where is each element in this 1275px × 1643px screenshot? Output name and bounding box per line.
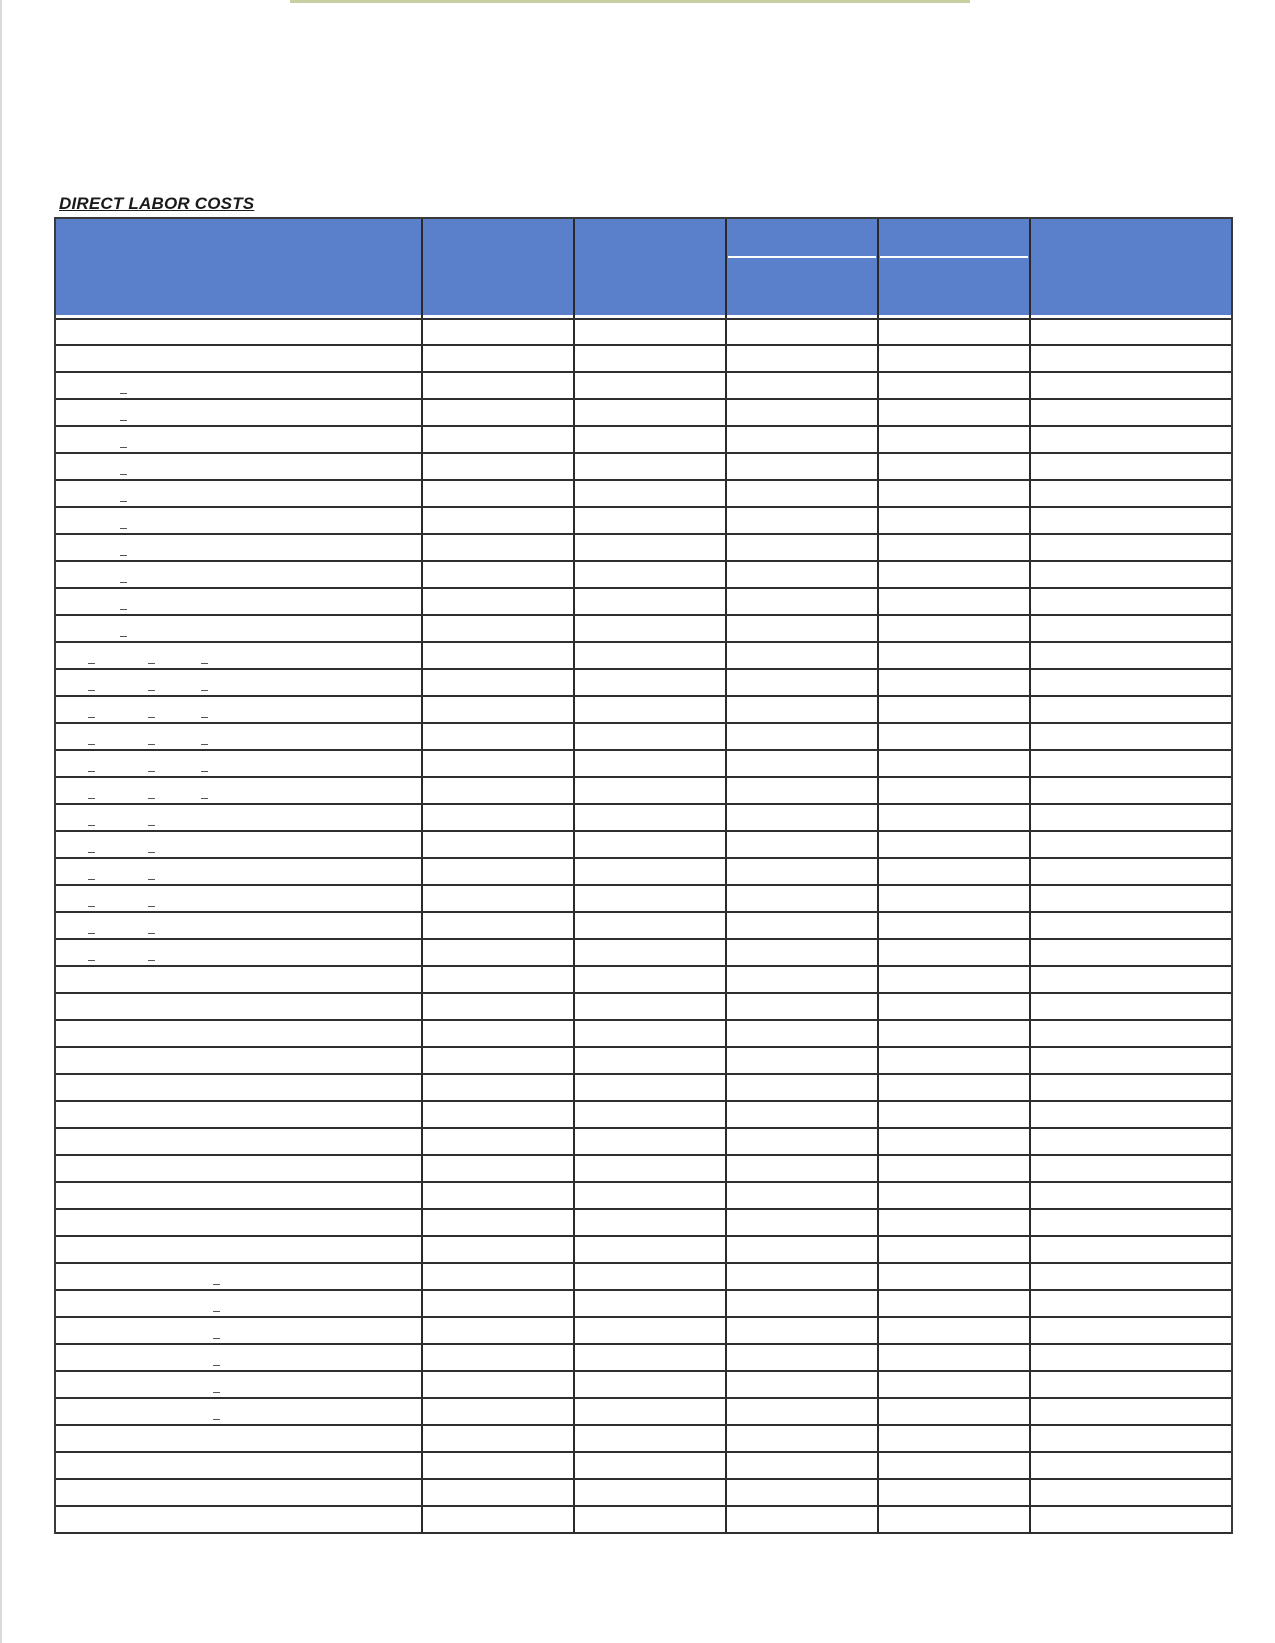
table-row <box>56 616 1231 643</box>
table-row <box>56 940 1231 967</box>
table-row <box>56 1264 1231 1291</box>
table-row <box>56 1453 1231 1480</box>
table-row <box>56 373 1231 400</box>
scan-mark <box>88 960 95 961</box>
scan-mark <box>120 447 127 448</box>
scan-mark <box>88 717 95 718</box>
table-row <box>56 1480 1231 1507</box>
scan-mark <box>213 1365 220 1366</box>
table-row <box>56 1426 1231 1453</box>
column-header-3 <box>574 222 724 313</box>
table-row <box>56 886 1231 913</box>
scan-mark <box>120 636 127 637</box>
scan-mark <box>88 879 95 880</box>
table-row <box>56 454 1231 481</box>
scan-mark <box>148 933 155 934</box>
table-row <box>56 778 1231 805</box>
scan-mark <box>120 582 127 583</box>
table-row <box>56 832 1231 859</box>
table-row <box>56 508 1231 535</box>
column-header-2 <box>422 222 572 313</box>
scan-mark <box>88 906 95 907</box>
scan-mark <box>148 744 155 745</box>
table-row <box>56 318 1231 346</box>
table-row <box>56 1021 1231 1048</box>
table-row <box>56 1210 1231 1237</box>
scan-mark <box>88 852 95 853</box>
scan-mark <box>201 690 208 691</box>
table-row <box>56 1156 1231 1183</box>
table-row <box>56 967 1231 994</box>
table-row <box>56 697 1231 724</box>
scan-mark <box>148 852 155 853</box>
scan-mark <box>148 798 155 799</box>
table-row <box>56 1372 1231 1399</box>
table-row <box>56 805 1231 832</box>
table-row <box>56 427 1231 454</box>
top-edge-band <box>290 0 970 3</box>
scan-mark <box>120 474 127 475</box>
header-divider <box>880 256 1028 258</box>
table-row <box>56 1075 1231 1102</box>
column-header-6 <box>1030 222 1230 313</box>
table-row <box>56 994 1231 1021</box>
scan-mark <box>201 771 208 772</box>
scan-mark <box>120 420 127 421</box>
table-row <box>56 1183 1231 1210</box>
scan-mark <box>120 501 127 502</box>
scan-mark <box>88 825 95 826</box>
table-body <box>56 318 1231 1534</box>
table-row <box>56 400 1231 427</box>
scan-mark <box>201 663 208 664</box>
table-row <box>56 1318 1231 1345</box>
table-row <box>56 589 1231 616</box>
scan-mark <box>120 555 127 556</box>
table-row <box>56 913 1231 940</box>
scan-mark <box>88 798 95 799</box>
scan-mark <box>201 717 208 718</box>
scan-mark <box>148 771 155 772</box>
scan-mark <box>201 798 208 799</box>
table-row <box>56 1399 1231 1426</box>
scan-mark <box>120 528 127 529</box>
scan-mark <box>148 906 155 907</box>
table-row <box>56 1291 1231 1318</box>
table-row <box>56 1237 1231 1264</box>
table-row <box>56 1507 1231 1534</box>
scan-mark <box>213 1284 220 1285</box>
table-row <box>56 346 1231 373</box>
scan-mark <box>120 393 127 394</box>
table-row <box>56 1129 1231 1156</box>
column-header-5 <box>878 222 1028 313</box>
scan-mark <box>88 771 95 772</box>
section-title: DIRECT LABOR COSTS <box>59 194 255 213</box>
scan-mark <box>213 1419 220 1420</box>
header-divider <box>728 256 876 258</box>
scan-mark <box>88 744 95 745</box>
scan-mark <box>148 663 155 664</box>
scan-mark <box>148 717 155 718</box>
table-row <box>56 670 1231 697</box>
scan-mark <box>120 609 127 610</box>
scan-mark <box>213 1311 220 1312</box>
table-row <box>56 751 1231 778</box>
scan-mark <box>88 663 95 664</box>
table-row <box>56 1102 1231 1129</box>
scan-mark <box>88 933 95 934</box>
scan-mark <box>148 960 155 961</box>
table-row <box>56 1048 1231 1075</box>
scan-left-edge <box>0 0 2 1643</box>
table-row <box>56 643 1231 670</box>
column-header-4 <box>726 222 876 313</box>
table-row <box>56 562 1231 589</box>
column-header-classification <box>56 222 421 313</box>
scan-mark <box>213 1392 220 1393</box>
scan-mark <box>148 690 155 691</box>
scan-mark <box>88 690 95 691</box>
table-row <box>56 535 1231 562</box>
scan-mark <box>148 879 155 880</box>
table-row <box>56 481 1231 508</box>
table-row <box>56 1345 1231 1372</box>
scan-mark <box>148 825 155 826</box>
table-row <box>56 724 1231 751</box>
scan-mark <box>213 1338 220 1339</box>
table-row <box>56 859 1231 886</box>
scan-mark <box>201 744 208 745</box>
